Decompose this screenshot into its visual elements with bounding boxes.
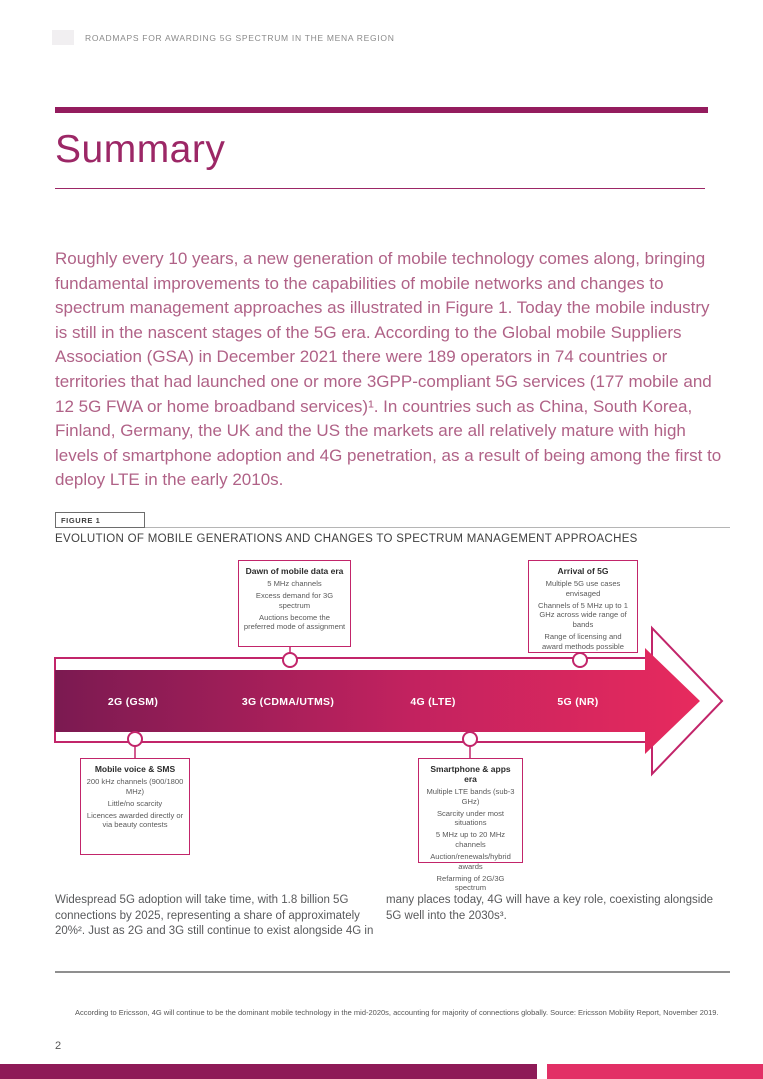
callout-title: Smartphone & apps era [430,764,511,784]
callout-smartphone-apps-era [418,758,523,893]
callout-item: Multiple 5G use cases envisaged [545,579,621,598]
title-divider [55,188,705,189]
footer-divider [55,971,730,973]
callout-item: Range of licensing and award methods possible [542,631,624,651]
top-accent-bar [55,107,708,113]
connector-dot-arrival [573,653,587,667]
callout-item: 200 kHz channels (900/1800 MHz) [86,777,184,796]
figure-tag: FIGURE 1 [55,512,145,528]
header-mark [52,30,74,45]
figure-tag-line [55,527,730,528]
callout-mobile-voice-sms [80,758,190,855]
callout-item: Auctions become the preferred mode of assignment [243,612,346,632]
callout-item: Little/no scarcity [107,798,163,808]
connector-dot-voice [128,732,142,746]
intro-paragraph: Roughly every 10 years, a new generation of mobile technology comes along, bringing fundamental improvements to the capabilities of mobile networks and changes to spectrum management approaches as illustrated in Figure 1. Today the mobile industry is still in the nascent stages of the 5G era. According to the Global mobile Suppliers Association (GSA) in December 2021 there were 189 operators in 74 countries or territories that had launched one or more 3GPP-compliant 5G services (177 mobile and 12 5G FWA or home broadband services)¹. In countries such as China, South Korea, Finland, Germany, the UK and the US the markets are all relatively mature with high levels of smartphone adoption and 4G penetration, as a result of being among the first to deploy LTE in the early 2010s. [55,249,722,490]
callout-title: Dawn of mobile data era [245,566,344,576]
callout-item: Excess demand for 3G spectrum [255,591,334,610]
page-title: Summary [55,128,226,171]
callout-item: Auction/renewals/hybrid awards [430,852,511,871]
timeline-label-4g: 4G (LTE) [410,696,456,708]
callout-item: Licences awarded directly or via beauty contests [86,810,184,830]
timeline-label-2g: 2G (GSM) [107,696,159,708]
connector-dot-dawn [283,653,297,667]
callout-item: Scarcity under most situations [436,808,505,828]
bottom-accent-bar-dark [0,1064,537,1079]
callout-item: Channels of 5 MHz up to 1 GHz across wide range of bands [538,600,628,629]
figure-caption: EVOLUTION OF MOBILE GENERATIONS AND CHANGES TO SPECTRUM MANAGEMENT APPROACHES [55,533,638,545]
callout-item: Refarming of 2G/3G spectrum [436,873,505,893]
connector-dot-smartphone [463,732,477,746]
body-column-left: Widespread 5G adoption will take time, with 1.8 billion 5G connections by 2025, representing a share of approximately 20%². Just as 2G and 3G still continue to exist alongside 4G in [55,894,374,938]
callout-title: Arrival of 5G [557,566,609,576]
footnote: According to Ericsson, 4G will continue to be the dominant mobile technology in the mid-2020s, accounting for majority of connections globally. Source: Ericsson Mobility Report, November 2019. [75,1008,719,1017]
callout-item: 5 MHz up to 20 MHz channels [435,830,506,849]
timeline-label-3g: 3G (CDMA/UTMS) [241,696,335,708]
bottom-accent-bar-pink [547,1064,763,1079]
callout-dawn-of-mobile-data [238,560,351,647]
page-number: 2 [55,1040,62,1052]
body-column-right: many places today, 4G will have a key role, coexisting alongside 5G well into the 2030s³. [386,894,714,922]
callout-item: 5 MHz channels [267,579,322,588]
callout-item: Multiple LTE bands (sub-3 GHz) [426,787,515,806]
timeline-label-5g: 5G (NR) [557,696,599,708]
callout-title: Mobile voice & SMS [94,764,176,774]
callout-arrival-of-5g [528,560,638,653]
running-header: ROADMAPS FOR AWARDING 5G SPECTRUM IN THE MENA REGION [85,33,395,43]
